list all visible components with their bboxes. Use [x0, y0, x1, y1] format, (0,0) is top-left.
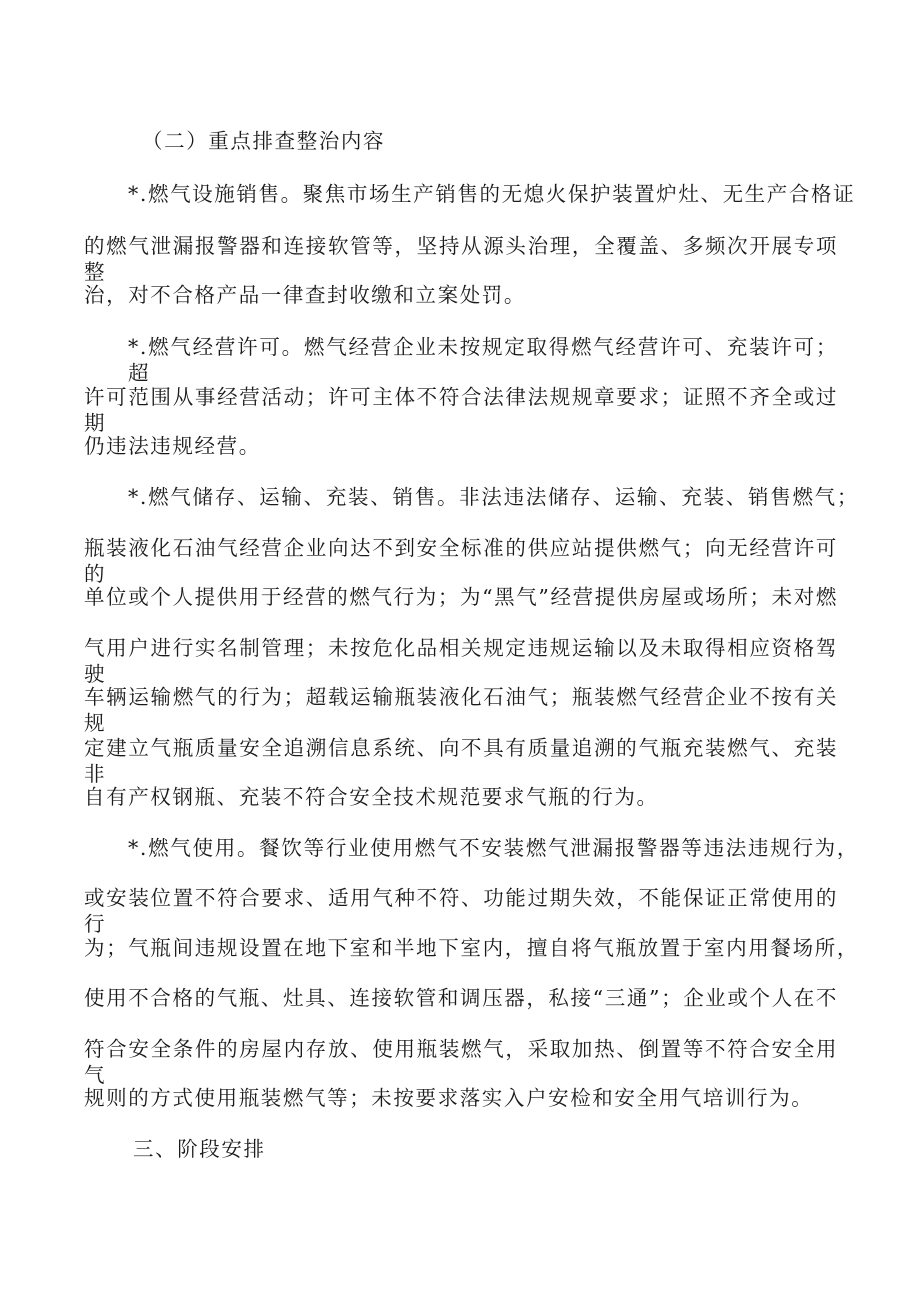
paragraph-3-line-5: 车辆运输燃气的行为；超载运输瓶装液化石油气；瓶装燃气经营企业不按有关规	[84, 685, 838, 735]
next-section-heading: 三、阶段安排	[133, 1137, 266, 1161]
paragraph-1-line-3: 治，对不合格产品一律查封收缴和立案处罚。	[84, 283, 526, 307]
paragraph-3-line-1: *.燃气储存、运输、充装、销售。非法违法储存、运输、充装、销售燃气；	[128, 485, 859, 509]
paragraph-3-line-2: 瓶装液化石油气经营企业向达不到安全标准的供应站提供燃气；向无经营许可的	[84, 536, 838, 586]
paragraph-4-line-3: 为；气瓶间违规设置在地下室和半地下室内，擅自将气瓶放置于室内用餐场所，	[84, 936, 859, 960]
section-heading: （二）重点排查整治内容	[142, 129, 386, 153]
paragraph-2-line-2: 许可范围从事经营活动；许可主体不符合法律法规规章要求；证照不齐全或过期	[84, 385, 838, 435]
paragraph-4-line-1: *.燃气使用。餐饮等行业使用燃气不安装燃气泄漏报警器等违法违规行为，	[128, 836, 859, 860]
paragraph-2-line-3: 仍违法违规经营。	[84, 434, 261, 458]
paragraph-3-line-7: 自有产权钢瓶、充装不符合安全技术规范要求气瓶的行为。	[84, 785, 659, 809]
paragraph-1-line-2: 的燃气泄漏报警器和连接软管等，坚持从源头治理，全覆盖、多频次开展专项整	[84, 234, 838, 284]
paragraph-4-line-2: 或安装位置不符合要求、适用气种不符、功能过期失效，不能保证正常使用的行	[84, 886, 838, 936]
paragraph-3-line-3: 单位或个人提供用于经营的燃气行为；为“黑气”经营提供房屋或场所；未对燃	[84, 585, 838, 609]
paragraph-3-line-6: 定建立气瓶质量安全追溯信息系统、向不具有质量追溯的气瓶充装燃气、充装非	[84, 736, 838, 786]
paragraph-3-line-4: 气用户进行实名制管理；未按危化品相关规定违规运输以及未取得相应资格驾驶	[84, 636, 838, 686]
paragraph-4-line-5: 符合安全条件的房屋内存放、使用瓶装燃气，采取加热、倒置等不符合安全用气	[84, 1037, 838, 1087]
paragraph-4-line-4: 使用不合格的气瓶、灶具、连接软管和调压器，私接“三通”；企业或个人在不	[84, 986, 838, 1010]
paragraph-2-line-1: *.燃气经营许可。燃气经营企业未按规定取得燃气经营许可、充装许可；超	[128, 335, 838, 385]
paragraph-1-line-1: *.燃气设施销售。聚焦市场生产销售的无熄火保护装置炉灶、无生产合格证	[128, 182, 856, 206]
paragraph-4-line-6: 规则的方式使用瓶装燃气等；未按要求落实入户安检和安全用气培训行为。	[84, 1086, 814, 1110]
